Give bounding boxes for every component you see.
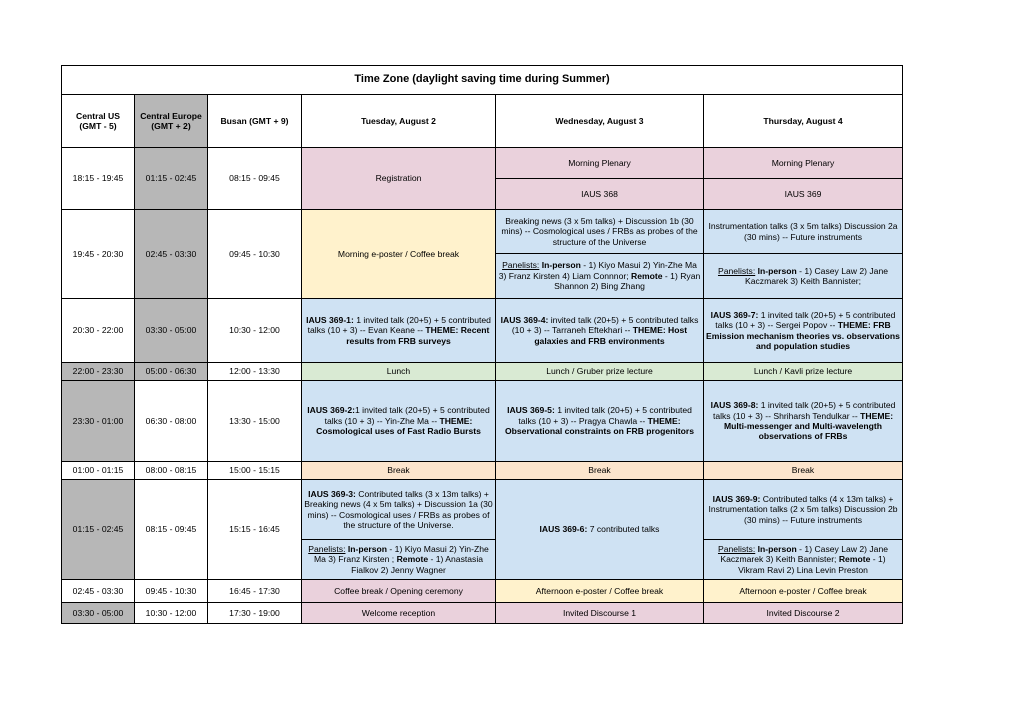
thu-morning-plenary: Morning Plenary [704,148,903,179]
tue-break: Break [302,462,496,480]
session-text: Contributed talks (4 x 13m talks) + Instrumentation talks (2 x 5m talks) Discussion 2b (30 mins) -- Future instruments [708,493,898,525]
thu-session-369-8 [704,381,903,462]
session-theme: THEME: Cosmological uses of Fast Radio Bursts [316,415,481,437]
header-tuesday: Tuesday, August 2 [302,95,496,148]
remote-label: Remote [396,554,429,565]
inperson-label: In-person [757,265,797,276]
session-text: 1 invited talk (20+5) + 5 contributed talks (10 + 3) -- Sergei Popov -- [715,309,896,331]
thu-iaus369: IAUS 369 [704,179,903,210]
time-us: 02:45 - 03:30 [62,580,135,603]
session-code: IAUS 369-4: [500,314,549,325]
time-eu: 06:30 - 08:00 [135,381,208,462]
session-theme: THEME: Recent results from FRB surveys [346,325,490,346]
thu-instrumentation: Instrumentation talks (3 x 5m talks) Discussion 2a (30 mins) -- Future instruments [704,210,903,254]
inperson-label: In-person [347,543,388,554]
tue-registration: Registration [302,148,496,210]
time-busan: 09:45 - 10:30 [208,210,302,299]
header-central-europe: Central Europe (GMT + 2) [135,95,208,148]
tue-session-369-1 [302,299,496,363]
time-us: 18:15 - 19:45 [62,148,135,210]
thu-afternoon-eposter: Afternoon e-poster / Coffee break [704,580,903,603]
panelists-label: Panelists: [717,265,756,276]
time-busan: 16:45 - 17:30 [208,580,302,603]
time-us: 01:15 - 02:45 [62,480,135,580]
time-us: 19:45 - 20:30 [62,210,135,299]
inperson-text: - 1) Kiyo Masui 2) Yin-Zhe Ma 3) Franz Kirsten ; [313,543,489,565]
session-code: IAUS 369-7: [710,309,759,320]
tue-session-369-2 [302,381,496,462]
time-busan: 12:00 - 13:30 [208,363,302,381]
session-text: Contributed talks (3 x 13m talks) + Breaking news (4 x 5m talks) + Discussion 1a (30 mins) -- Cosmological uses / FRBs as probes of the structure of the Universe. [304,488,493,530]
wed-session-369-5 [496,381,704,462]
wed-session-369-6 [496,480,704,580]
thu-break: Break [704,462,903,480]
panelists-label: Panelists: [502,260,540,271]
session-text: 7 contributed talks [587,524,660,535]
session-code: IAUS 369-6: [539,524,588,535]
thu-panelists [704,254,903,299]
time-busan: 15:15 - 16:45 [208,480,302,580]
header-wednesday: Wednesday, August 3 [496,95,704,148]
session-code: IAUS 369-2: [307,405,356,416]
table-row [62,381,903,462]
panelists-label: Panelists: [717,543,756,554]
time-busan: 10:30 - 12:00 [208,299,302,363]
table-row [62,210,903,254]
thu-lunch: Lunch / Kavli prize lecture [704,363,903,381]
header-thursday: Thursday, August 4 [704,95,903,148]
header-row [62,95,903,148]
title-row [62,66,903,95]
session-theme: THEME: Multi-messenger and Multi-wavelength observations of FRBs [723,410,894,442]
time-eu: 08:15 - 09:45 [135,480,208,580]
session-code: IAUS 369-1: [306,314,354,325]
session-theme: THEME: Host galaxies and FRB environments [534,325,688,346]
table-row [62,299,903,363]
table-row [62,580,903,603]
time-eu: 10:30 - 12:00 [135,603,208,624]
session-text: 1 invited talk (20+5) + 5 contributed talks (10 + 3) -- Pragya Chawla -- [518,405,692,426]
time-busan: 13:30 - 15:00 [208,381,302,462]
inperson-text: - 1) Casey Law 2) Jane Kaczmarek 3) Keith Bannister; [744,265,889,286]
session-code: IAUS 369-3: [308,488,356,499]
inperson-text: - 1) Kiyo Masui 2) Yin-Zhe Ma 3) Franz Kirsten 4) Liam Connnor; [498,260,697,281]
table-row [62,148,903,179]
time-us: 23:30 - 01:00 [62,381,135,462]
session-text: 1 invited talk (20+5) + 5 contributed talks (10 + 3) -- Evan Keane -- [307,314,491,336]
session-code: IAUS 369-5: [507,405,555,416]
time-us: 01:00 - 01:15 [62,462,135,480]
wed-break: Break [496,462,704,480]
session-text: 1 invited talk (20+5) + 5 contributed talks (10 + 3) -- Shriharsh Tendulkar -- [712,400,896,421]
session-code: IAUS 369-9: [712,493,761,504]
remote-label: Remote [631,270,663,281]
session-text: invited talk (20+5) + 5 contributed talks (10 + 3) -- Tarraneh Eftekhari -- [511,314,699,336]
remote-text: - 1) Anastasia Fialkov 2) Jenny Wagner [351,554,484,575]
thu-invited-discourse: Invited Discourse 2 [704,603,903,624]
tue-lunch: Lunch [302,363,496,381]
wed-afternoon-eposter: Afternoon e-poster / Coffee break [496,580,704,603]
panelists-label: Panelists: [308,543,346,554]
session-theme: THEME: Observational constraints on FRB progenitors [504,415,695,437]
time-us: 22:00 - 23:30 [62,363,135,381]
time-us: 20:30 - 22:00 [62,299,135,363]
schedule-table [61,65,903,624]
time-busan: 08:15 - 09:45 [208,148,302,210]
wed-panelists [496,254,704,299]
time-eu: 08:00 - 08:15 [135,462,208,480]
thu-session-369-9 [704,480,903,540]
thu-session-369-7 [704,299,903,363]
session-theme: THEME: FRB Emission mechanism theories vs. observations and population studies [706,320,900,351]
tue-morning-eposter: Morning e-poster / Coffee break [302,210,496,299]
thu-panelists-2 [704,540,903,580]
time-us: 03:30 - 05:00 [62,603,135,624]
table-row [62,480,903,540]
tue-session-369-3 [302,480,496,540]
inperson-label: In-person [757,543,797,554]
table-row [62,462,903,480]
header-busan: Busan (GMT + 9) [208,95,302,148]
wed-morning-plenary: Morning Plenary [496,148,704,179]
wed-breaking-news: Breaking news (3 x 5m talks) + Discussion 1b (30 mins) -- Cosmological uses / FRBs as probes of the structure of the Universe [496,210,704,254]
table-row [62,363,903,381]
wed-session-369-4 [496,299,704,363]
tue-welcome-reception: Welcome reception [302,603,496,624]
time-busan: 15:00 - 15:15 [208,462,302,480]
time-busan: 17:30 - 19:00 [208,603,302,624]
remote-text: - 1) Vikram Ravi 2) Lina Levin Preston [738,554,886,575]
remote-label: Remote [838,554,871,565]
session-code: IAUS 369-8: [710,400,759,411]
wed-iaus368: IAUS 368 [496,179,704,210]
table-row [62,603,903,624]
wed-invited-discourse: Invited Discourse 1 [496,603,704,624]
wed-lunch: Lunch / Gruber prize lecture [496,363,704,381]
time-eu: 09:45 - 10:30 [135,580,208,603]
tue-coffee-opening: Coffee break / Opening ceremony [302,580,496,603]
time-eu: 02:45 - 03:30 [135,210,208,299]
tue-panelists [302,540,496,580]
time-eu: 05:00 - 06:30 [135,363,208,381]
header-central-us: Central US (GMT - 5) [62,95,135,148]
time-eu: 03:30 - 05:00 [135,299,208,363]
time-eu: 01:15 - 02:45 [135,148,208,210]
session-text: 1 invited talk (20+5) + 5 contributed talks (10 + 3) -- Yin-Zhe Ma -- [324,405,490,426]
remote-text: - 1) Ryan Shannon 2) Bing Zhang [554,270,701,292]
inperson-text: - 1) Casey Law 2) Jane Kaczmarek 3) Keith Bannister; [720,543,889,565]
table-title: Time Zone (daylight saving time during Summer) [62,66,903,95]
inperson-label: In-person [541,260,581,271]
